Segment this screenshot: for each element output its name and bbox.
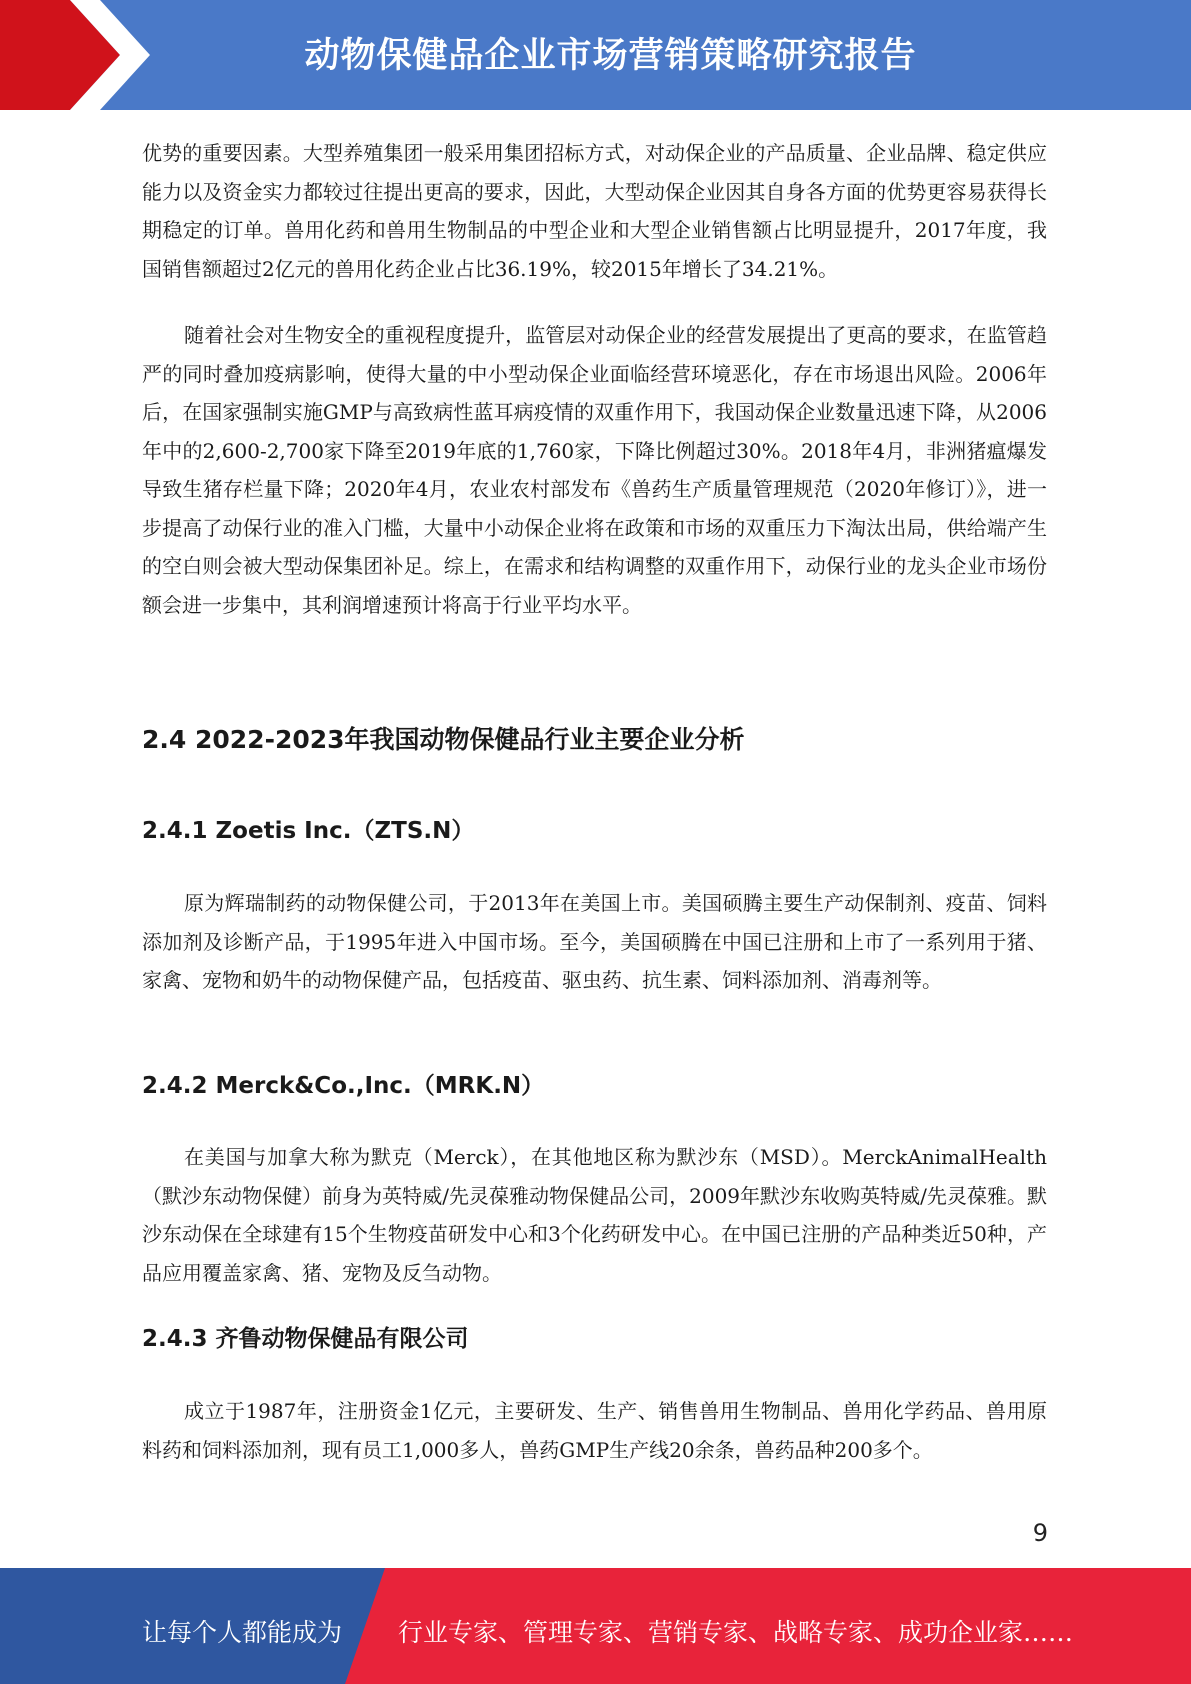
paragraph-biosecurity: 随着社会对生物安全的重视程度提升，监管层对动保企业的经营发展提出了更高的要求，在监管趋严的同时叠加疫病影响，使得大量的中小型动保企业面临经营环境恶化，存在市场退出风险。2006年后，在国家强制实施GMP与高致病性蓝耳病疫情的双重作用下，我国动保企业数量迅速下降，从2006年中的2,600-2,700家下降至2019年底的1,760家，下降比例超过30%。2018年4月，非洲猪瘟爆发导致生猪存栏量下降；2020年4月，农业农村部发布《兽药生产质量管理规范（2020年修订）》，进一步提高了动保行业的准入门槛，大量中小动保企业将在政策和市场的双重压力下淘汰出局，供给端产生的空白则会被大型动保集团补足。综上，在需求和结构调整的双重作用下，动保行业的龙头企业市场份额会进一步集中，其利润增速预计将高于行业平均水平。	[142, 323, 1047, 617]
section-heading-2-4-1: 2.4.1 Zoetis Inc.（ZTS.N）	[142, 818, 475, 844]
report-title: 动物保健品企业市场营销策略研究报告	[304, 36, 917, 76]
page-number: 9	[1032, 1519, 1048, 1547]
page-footer	[0, 1568, 1191, 1684]
section-heading-2-4-2: 2.4.2 Merck&Co.,Inc.（MRK.N）	[142, 1073, 545, 1099]
footer-slogan-right: 行业专家、管理专家、营销专家、战略专家、成功企业家……	[398, 1618, 1074, 1647]
footer-slogan-left: 让每个人都能成为	[142, 1618, 343, 1647]
section-heading-2-4: 2.4 2022-2023年我国动物保健品行业主要企业分析	[142, 725, 745, 754]
section-heading-2-4-3: 2.4.3 齐鲁动物保健品有限公司	[142, 1326, 469, 1352]
paragraph-qilu: 成立于1987年，注册资金1亿元，主要研发、生产、销售兽用生物制品、兽用化学药品、兽用原料药和饲料添加剂，现有员工1,000多人，兽药GMP生产线20余条，兽药品种200多个。	[142, 1399, 1047, 1462]
page-header	[0, 0, 1191, 110]
paragraph-zoetis: 原为辉瑞制药的动物保健公司，于2013年在美国上市。美国硕腾主要生产动保制剂、疫苗、饲料添加剂及诊断产品，于1995年进入中国市场。至今，美国硕腾在中国已注册和上市了一系列用于猪、家禽、宠物和奶牛的动物保健产品，包括疫苗、驱虫药、抗生素、饲料添加剂、消毒剂等。	[142, 891, 1047, 992]
paragraph-continuation: 优势的重要因素。大型养殖集团一般采用集团招标方式，对动保企业的产品质量、企业品牌、稳定供应能力以及资金实力都较过往提出更高的要求，因此，大型动保企业因其自身各方面的优势更容易获得长期稳定的订单。兽用化药和兽用生物制品的中型企业和大型企业销售额占比明显提升，2017年度，我国销售额超过2亿元的兽用化药企业占比36.19%，较2015年增长了34.21%。	[142, 141, 1047, 281]
paragraph-merck: 在美国与加拿大称为默克（Merck），在其他地区称为默沙东（MSD）。MerckAnimalHealth（默沙东动物保健）前身为英特威/先灵葆雅动物保健品公司，2009年默沙东收购英特威/先灵葆雅。默沙东动保在全球建有15个生物疫苗研发中心和3个化药研发中心。在中国已注册的产品种类近50种，产品应用覆盖家禽、猪、宠物及反刍动物。	[142, 1145, 1047, 1285]
